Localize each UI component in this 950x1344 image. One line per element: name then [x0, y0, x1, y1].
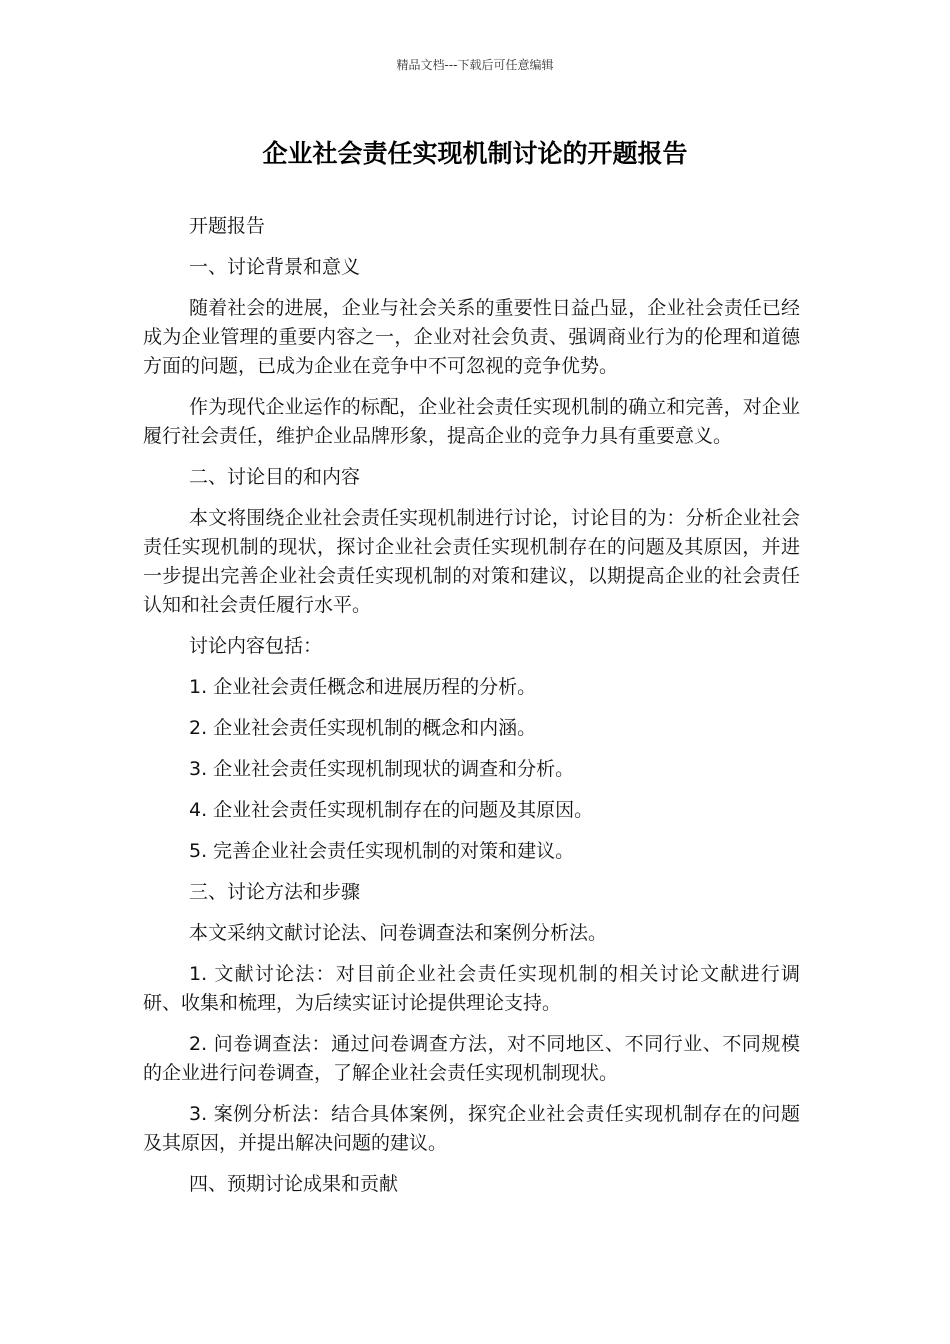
section-heading: 四、预期讨论成果和贡献	[189, 1173, 399, 1195]
list-item: 5. 完善企业社会责任实现机制的对策和建议。	[189, 840, 575, 862]
document-title: 企业社会责任实现机制讨论的开题报告	[262, 139, 688, 168]
list-item: 2. 企业社会责任实现机制的概念和内涵。	[189, 717, 537, 739]
section-heading: 一、讨论背景和意义	[189, 256, 361, 278]
paragraph: 本文将围绕企业社会责任实现机制进行讨论，讨论目的为：分析企业社会责任实现机制的现状，探讨企业社会责任实现机制存在的问题及其原因，并进一步提出完善企业社会责任实现机制的对策和建议，以期提高企业的社会责任认知和社会责任履行水平。	[143, 507, 800, 616]
document-body	[143, 212, 800, 1211]
section-heading: 二、讨论目的和内容	[189, 466, 361, 488]
paragraph: 开题报告	[189, 215, 266, 237]
paragraph: 随着社会的进展，企业与社会关系的重要性日益凸显，企业社会责任已经成为企业管理的重要内容之一，企业对社会负责、强调商业行为的伦理和道德方面的问题，已成为企业在竞争中不可忽视的竞争优势。	[143, 297, 800, 377]
paragraph: 作为现代企业运作的标配，企业社会责任实现机制的确立和完善，对企业履行社会责任，维护企业品牌形象，提高企业的竞争力具有重要意义。	[143, 396, 800, 447]
list-item: 1. 文献讨论法：对目前企业社会责任实现机制的相关讨论文献进行调研、收集和梳理，为后续实证讨论提供理论支持。	[143, 963, 800, 1014]
list-item: 3. 案例分析法：结合具体案例，探究企业社会责任实现机制存在的问题及其原因，并提出解决问题的建议。	[143, 1103, 800, 1154]
page-header: 精品文档---下载后可任意编辑	[396, 58, 554, 72]
list-item: 3. 企业社会责任实现机制现状的调查和分析。	[189, 758, 575, 780]
list-item: 2. 问卷调查法：通过问卷调查方法，对不同地区、不同行业、不同规模的企业进行问卷调查，了解企业社会责任实现机制现状。	[143, 1033, 800, 1084]
list-item: 4. 企业社会责任实现机制存在的问题及其原因。	[189, 799, 594, 821]
paragraph: 本文采纳文献讨论法、问卷调查法和案例分析法。	[189, 922, 608, 944]
section-heading: 三、讨论方法和步骤	[189, 881, 361, 903]
paragraph: 讨论内容包括：	[189, 635, 323, 657]
list-item: 1. 企业社会责任概念和进展历程的分析。	[189, 676, 537, 698]
